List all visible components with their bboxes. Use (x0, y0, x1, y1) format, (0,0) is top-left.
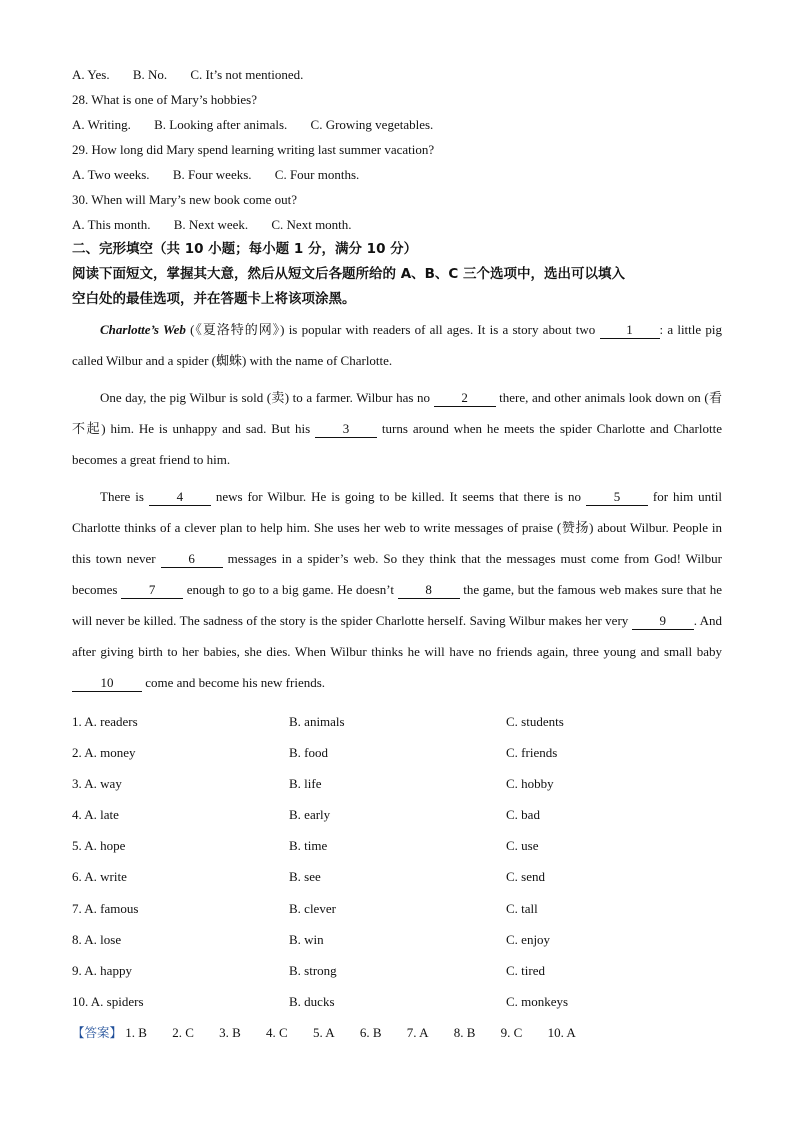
option-b: B. ducks (289, 993, 335, 1009)
option-b: B. early (289, 807, 331, 823)
blank-8: 8 (398, 582, 460, 599)
choice-row (72, 986, 722, 1017)
answer-item: 4. C (266, 1024, 288, 1040)
choice-list (72, 706, 722, 1017)
choice-row (72, 861, 722, 892)
option: A. Writing. (72, 117, 131, 132)
q30-question: 30. When will Mary’s new book come out? (72, 192, 298, 207)
passage-text: the game, but the famous web makes sure that he will never be killed. The sadness of the story is the spider Charlotte herself. Saving Wilbur makes her very (72, 582, 722, 628)
option-b: B. clever (289, 900, 336, 916)
passage-text: : a little pig called Wilbur and a spider (蜘蛛) with the name of Charlotte. (72, 322, 722, 368)
option-b: B. strong (289, 962, 337, 978)
answer-item: 1. B (125, 1024, 147, 1040)
option-c: C. bad (506, 807, 540, 823)
option-a: 10. A. spiders (72, 993, 144, 1009)
option: C. Growing vegetables. (310, 117, 434, 132)
blank-7: 7 (121, 582, 183, 599)
passage-text: (《夏洛特的网》) is popular with readers of all ages. It is a story about two (185, 322, 600, 337)
passage-text: come and become his new friends. (142, 675, 326, 690)
passage-paragraph-2 (72, 382, 722, 475)
answer-item: 9. C (500, 1024, 523, 1040)
q27-options (72, 62, 722, 87)
section-title: 二、完形填空（共 10 小题；每小题 1 分，满分 10 分） (72, 241, 418, 257)
blank-10: 10 (72, 675, 142, 692)
section-instruction-2: 空白处的最佳选项，并在答题卡上将该项涂黑。 (72, 291, 356, 307)
blank-5: 5 (586, 489, 648, 506)
book-title: Charlotte’s Web (100, 322, 186, 337)
option-b: B. life (289, 776, 322, 792)
option-a: 5. A. hope (72, 838, 126, 854)
option: C. It’s not mentioned. (190, 67, 304, 82)
answer-item: 6. B (359, 1024, 382, 1040)
choice-row (72, 830, 722, 861)
document-page (72, 62, 722, 1049)
blank-6: 6 (161, 551, 223, 568)
option-a: 7. A. famous (72, 900, 139, 916)
blank-9: 9 (632, 613, 694, 630)
option-a: 2. A. money (72, 745, 136, 761)
q28-question: 28. What is one of Mary’s hobbies? (72, 92, 257, 107)
answer-item: 8. B (453, 1024, 476, 1040)
option-a: 9. A. happy (72, 962, 132, 978)
choice-row (72, 706, 722, 737)
option-c: C. monkeys (506, 993, 569, 1009)
option: B. Next week. (173, 217, 249, 232)
blank-2: 2 (434, 390, 496, 407)
passage-text: news for Wilbur. He is going to be killed. It seems that there is no (210, 489, 586, 504)
passage-text: There is (100, 489, 149, 504)
answer-item: 10. A (547, 1024, 576, 1040)
option-a: 3. A. way (72, 776, 122, 792)
answer-key (72, 1017, 722, 1049)
option-b: B. food (289, 745, 328, 761)
option-c: C. use (506, 838, 539, 854)
option-b: B. win (289, 931, 324, 947)
option: B. Four weeks. (172, 167, 252, 182)
answer-item: 2. C (172, 1024, 194, 1040)
choice-row (72, 799, 722, 830)
option: B. No. (132, 67, 168, 82)
option-b: B. time (289, 838, 328, 854)
answer-item: 7. A (406, 1024, 429, 1040)
answer-tag: 【答案】 (72, 1024, 123, 1040)
q29-question: 29. How long did Mary spend learning writing last summer vacation? (72, 142, 435, 157)
option-a: 8. A. lose (72, 931, 122, 947)
passage-text: enough to go to a big game. He doesn’t (183, 582, 398, 597)
passage-text: turns around when he meets the spider Charlotte and Charlotte becomes a great friend to him. (72, 421, 722, 467)
passage-text: . And after giving birth to her babies, she dies. When Wilbur thinks he will have no friends again, three young and small baby (72, 613, 723, 659)
option: C. Next month. (271, 217, 352, 232)
option: A. Two weeks. (72, 167, 150, 182)
option-c: C. send (506, 869, 545, 885)
option-c: C. enjoy (506, 931, 551, 947)
choice-row (72, 924, 722, 955)
option-c: C. tired (506, 962, 545, 978)
option-c: C. tall (506, 900, 538, 916)
blank-1: 1 (600, 322, 660, 339)
option-b: B. animals (289, 714, 345, 729)
answer-item: 3. B (219, 1024, 241, 1040)
option-c: C. hobby (506, 776, 554, 792)
option: A. Yes. (72, 67, 110, 82)
blank-3: 3 (315, 421, 377, 438)
option-a: 1. A. readers (72, 714, 138, 729)
passage-paragraph-1 (72, 314, 722, 376)
q30-options (72, 212, 722, 237)
choice-row (72, 768, 722, 799)
option-c: C. students (506, 714, 564, 729)
option-a: 4. A. late (72, 807, 119, 823)
choice-row (72, 737, 722, 768)
choice-row (72, 955, 722, 986)
option-a: 6. A. write (72, 869, 127, 885)
option: C. Four months. (274, 167, 360, 182)
passage-text: for him until Charlotte thinks of a clever plan to help him. She uses her web to write messages of praise (赞扬) about Wilbur. People in this town never (72, 489, 723, 566)
blank-4: 4 (149, 489, 211, 506)
choice-row (72, 893, 722, 924)
passage-text: messages in a spider’s web. So they think that the messages must come from God! Wilbur becomes (72, 551, 722, 597)
section-instruction-1: 阅读下面短文，掌握其大意，然后从短文后各题所给的 A、B、C 三个选项中，选出可以填入 (72, 266, 626, 282)
option: A. This month. (72, 217, 151, 232)
passage-paragraph-3 (72, 481, 722, 698)
q28-options (72, 112, 722, 137)
option-b: B. see (289, 869, 321, 885)
option: B. Looking after animals. (154, 117, 288, 132)
answer-item: 5. A (312, 1024, 335, 1040)
q29-options (72, 162, 722, 187)
passage-text: One day, the pig Wilbur is sold (卖) to a farmer. Wilbur has no (100, 390, 434, 405)
passage-text: there, and other animals look down on (看不起) him. He is unhappy and sad. But his (72, 390, 722, 436)
option-c: C. friends (506, 745, 558, 761)
